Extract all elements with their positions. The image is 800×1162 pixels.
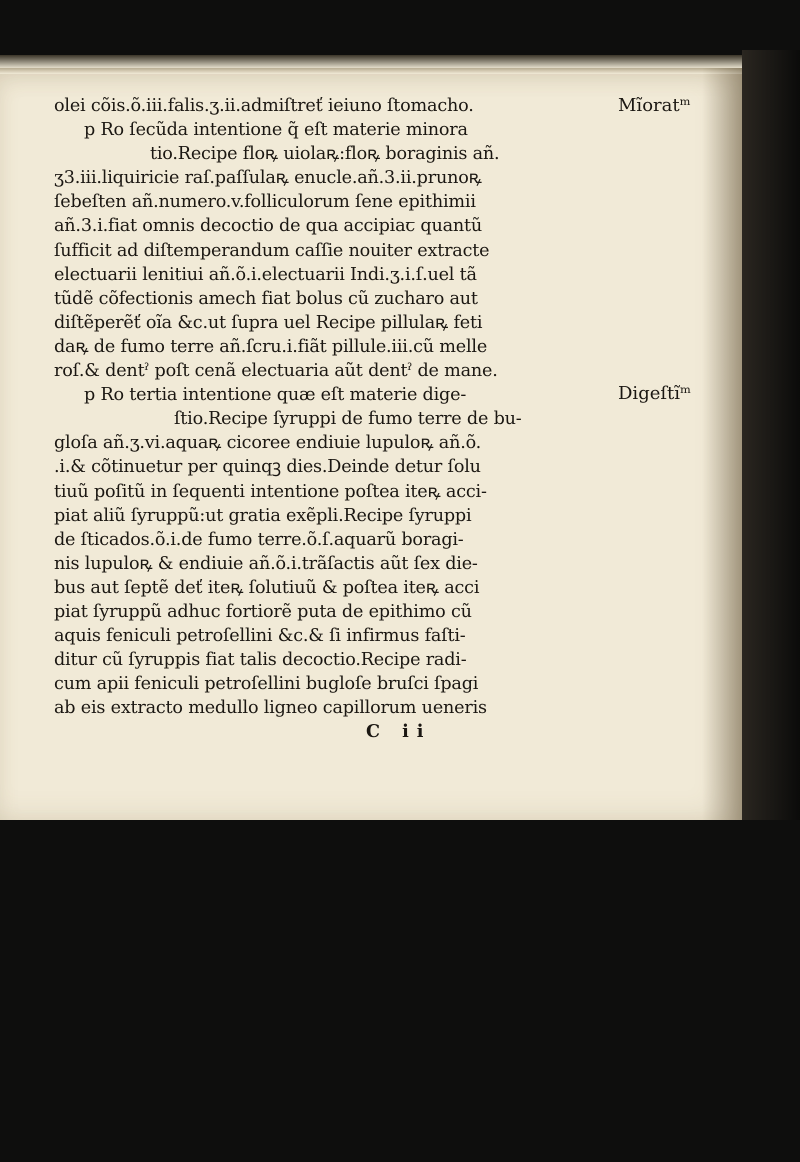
- text-line: daꝶ de fumo terre añ.ſcru.i.fiãt pillule.iii.cũ melle: [54, 336, 488, 357]
- text-line: olei cõis.õ.iii.falis.ʒ.ii.admiſtreť ieiuno ſtomacho.: [54, 96, 474, 116]
- text-line: piat ſyruppũ adhuc fortiorẽ puta de epithimo cũ: [54, 601, 472, 622]
- text-line: electuarii lenitiui añ.õ.i.electuarii Indi.ʒ.i.ſ.uel tã: [54, 264, 477, 285]
- text-line: diſtẽperẽť oĩa &c.ut ſupra uel Recipe pillulaꝶ feti: [54, 312, 483, 333]
- text-line: piat aliũ ſyruppũ:ut gratia exẽpli.Recipe ſyruppi: [54, 505, 472, 526]
- text-line: cum apii feniculi petroſellini bugloſe bruſci ſpagi: [54, 674, 479, 695]
- margin-note-minoratio: Mĩoratᵐ: [618, 95, 691, 116]
- text-line: bus aut ſeptẽ deť iteꝶ ſolutiuũ & poſtea iteꝶ acci: [54, 577, 480, 598]
- text-line: de ſticados.õ.i.de fumo terre.õ.ſ.aquarũ boragi-: [54, 529, 464, 550]
- text-line: tiuũ poſitũ in ſequenti intentione poſtea iteꝶ acci-: [54, 481, 487, 502]
- text-line: nis lupuloꝶ & endiuie añ.õ.i.trãſactis aũt ſex die-: [54, 553, 478, 574]
- text-line: p Ro ſecũda intentione q̃ eſt materie minora: [84, 120, 468, 141]
- page-top-edge: [0, 55, 742, 69]
- text-line: ſufficit ad diſtemperandum caſſie nouiter extracte: [54, 240, 490, 261]
- text-line: p Ro tertia intentione quæ eſt materie dige-: [84, 385, 467, 406]
- book-gutter: [742, 50, 800, 820]
- text-line: .i.& cõtinuetur per quinqꝫ dies.Deinde detur ſolu: [54, 457, 481, 478]
- text-line: tũdẽ cõfectionis amech fiat bolus cũ zucharo aut: [54, 288, 478, 309]
- gutter-shadow: [702, 68, 742, 820]
- signature-mark: C ii: [366, 721, 432, 743]
- text-line: ab eis extracto medullo ligneo capillorum ueneris: [54, 698, 487, 719]
- main-text-block: [54, 94, 534, 745]
- page-edge: [0, 68, 742, 74]
- text-line: aquis feniculi petroſellini &c.& ſi infirmus faſti-: [54, 626, 466, 647]
- text-line: ditur cũ ſyruppis fiat talis decoctio.Recipe radi-: [54, 650, 467, 671]
- text-line: roſ.& dentˀ poſt cenã electuaria aũt dentˀ de mane.: [54, 361, 498, 382]
- text-line: gloſa añ.ʒ.vi.aquaꝶ cicoree endiuie lupuloꝶ añ.õ.: [54, 433, 482, 454]
- margin-note-digestio: Digeſtĩᵐ: [618, 383, 692, 404]
- text-line: tio.Recipe floꝶ uiolaꝶ:floꝶ boraginis añ.: [150, 144, 500, 165]
- text-line: ʒ3.iii.liquiricie raſ.paſſulaꝶ enucle.añ.3.ii.prunoꝶ: [54, 168, 482, 189]
- text-line: añ.3.i.fiat omnis decoctio de qua accipiaꞇ quantũ: [54, 216, 483, 237]
- text-line: ſtio.Recipe ſyruppi de fumo terre de bu-: [174, 409, 522, 430]
- text-line: ſebeſten añ.numero.v.folliculorum ſene epithimii: [54, 192, 476, 213]
